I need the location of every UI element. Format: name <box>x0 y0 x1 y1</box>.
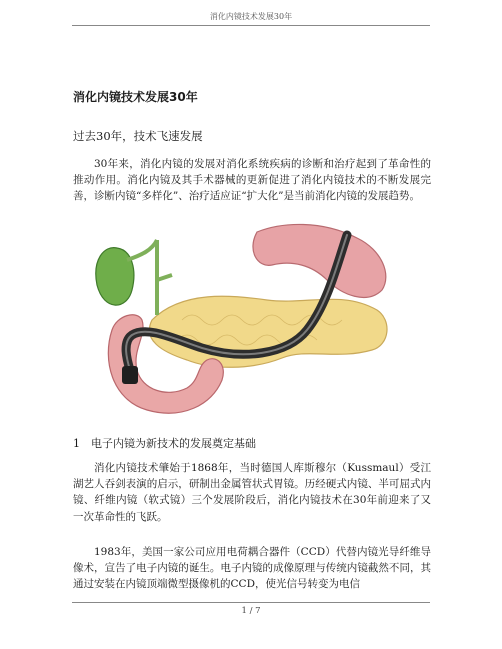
pancreas-shape <box>149 296 387 367</box>
paragraph-electronic-endoscope: 1983年，美国一家公司应用电荷耦合器件（CCD）代替内镜光导纤维导像术，宣告了电子内镜的诞生。电子内镜的成像原理与传统内镜截然不同，其通过安装在内镜顶端微型摄像机的CCD，使光信号转变为电信 <box>73 546 431 591</box>
header-rule <box>72 25 430 26</box>
endoscopy-illustration <box>92 220 410 425</box>
running-header-title: 消化内镜技术发展30年 <box>209 12 293 21</box>
section-heading: 过去30年，技术飞速发展 <box>73 129 203 143</box>
anatomy-figure-svg <box>92 220 410 425</box>
section-heading-1: 1 电子内镜为新技术的发展奠定基础 <box>73 437 256 450</box>
stomach-shape <box>253 224 386 297</box>
page-number: 1 / 7 <box>241 606 261 616</box>
page-header <box>0 0 502 26</box>
paragraph-history: 消化内镜技术肇始于1868年，当时德国人库斯穆尔（Kussmaul）受江湖艺人吞剑表演的启示，研制出金属管状式胃镜。历经硬式内镜、半可屈式内镜、纤维内镜（软式镜）三个发展阶段后，消化内镜技术在30年前迎来了又一次革命性的飞跃。 <box>73 462 431 523</box>
footer-rule <box>72 602 430 603</box>
gallbladder-shape <box>96 248 134 306</box>
document-title: 消化内镜技术发展30年 <box>73 90 198 104</box>
paragraph-intro: 30年来，消化内镜的发展对消化系统疾病的诊断和治疗起到了革命性的推动作用。消化内镜及其手术器械的更新促进了消化内镜技术的不断发展完善，诊断内镜“多样化”、治疗适应证“扩大化”是当前消化内镜的发展趋势。 <box>73 158 431 203</box>
endoscope-tip <box>122 366 138 384</box>
